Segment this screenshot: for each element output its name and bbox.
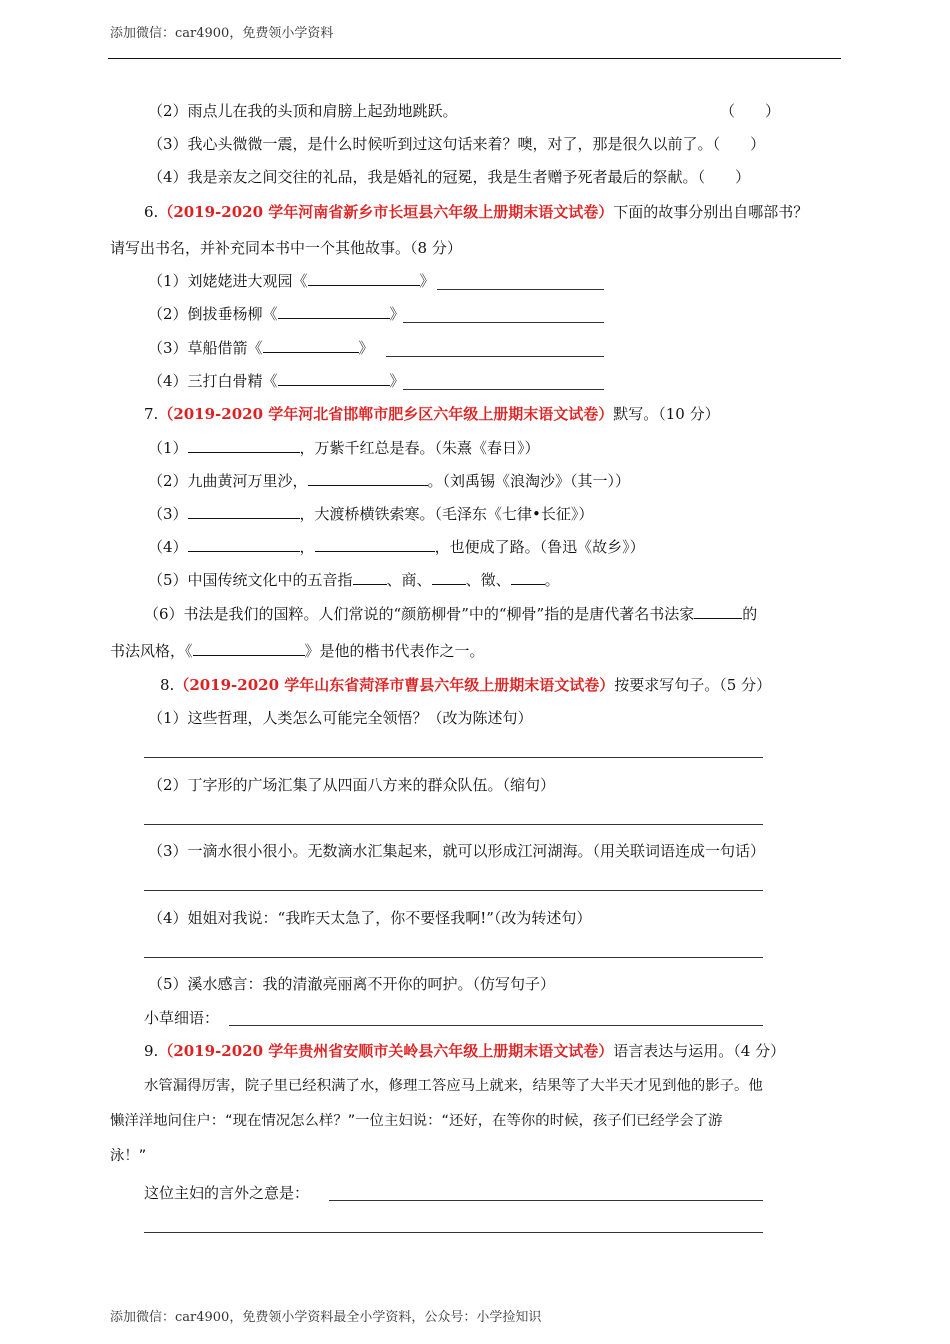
q6-item-4-story-blank[interactable] bbox=[403, 389, 604, 390]
q7-item-5-blank-b[interactable] bbox=[432, 570, 466, 585]
q7-item-6 bbox=[144, 604, 757, 624]
q7-item-4-label: （4） bbox=[148, 538, 188, 556]
q8-number: 8. bbox=[160, 676, 175, 694]
q8-source: （2019-2020 学年山东省菏泽市曹县六年级上册期末语文试卷） bbox=[174, 676, 615, 694]
q7-item-6-line2 bbox=[110, 641, 485, 661]
q5-item-2-paren: （ ） bbox=[720, 102, 781, 120]
q7-item-5-zhi: 、徵、 bbox=[465, 571, 511, 589]
q6-item-1-book-blank[interactable] bbox=[308, 271, 420, 286]
q6-item-2-story-blank[interactable] bbox=[403, 322, 604, 323]
q7-item-5-text: （5）中国传统文化中的五音指 bbox=[148, 571, 353, 589]
q8-item-5-answer-line[interactable] bbox=[229, 1025, 763, 1026]
q6-item-1 bbox=[148, 271, 435, 291]
q7-item-6-line2-end: 》是他的楷书代表作之一。 bbox=[304, 642, 485, 660]
q5-item-2-text: （2）雨点儿在我的头顶和肩膀上起劲地跳跃。 bbox=[148, 102, 458, 120]
q7-item-2-blank[interactable] bbox=[308, 471, 428, 486]
q6-item-1-label: （1）刘姥姥进大观园《 bbox=[148, 272, 308, 290]
q7-item-4-text: ，也便成了路。（鲁迅《故乡》） bbox=[434, 538, 645, 556]
q6-number: 6. bbox=[144, 203, 159, 221]
q8-stem: 按要求写句子。（5 分） bbox=[614, 676, 772, 694]
q7-item-5-shang: 、商、 bbox=[386, 571, 432, 589]
q6-stem-line2: 请写出书名，并补充同本书中一个其他故事。（8 分） bbox=[110, 239, 462, 257]
q7-item-6-blank[interactable] bbox=[694, 604, 742, 619]
q9-number: 9. bbox=[144, 1042, 159, 1060]
q8-heading bbox=[160, 675, 771, 695]
q6-item-2 bbox=[148, 304, 405, 324]
q7-item-6-end: 的 bbox=[742, 605, 758, 623]
q6-item-2-book-blank[interactable] bbox=[278, 304, 390, 319]
q7-item-4-blank-b[interactable] bbox=[315, 537, 435, 552]
q6-item-4-book-blank[interactable] bbox=[278, 371, 390, 386]
q6-item-1-close: 》 bbox=[419, 272, 435, 290]
q8-item-3-answer-line[interactable] bbox=[144, 890, 763, 891]
page-header: 添加微信：car4900，免费领小学资料 bbox=[110, 26, 334, 41]
q6-item-1-story-blank[interactable] bbox=[437, 289, 604, 290]
q5-item-4 bbox=[148, 167, 750, 187]
q8-item-2-answer-line[interactable] bbox=[144, 824, 763, 825]
q7-source: （2019-2020 学年河北省邯郸市肥乡区六年级上册期末语文试卷） bbox=[158, 405, 614, 423]
q6-item-2-label: （2）倒拔垂杨柳《 bbox=[148, 305, 278, 323]
q8-item-4: （4）姐姐对我说：“我昨天太急了，你不要怪我啊!”（改为转述句） bbox=[148, 909, 592, 927]
q8-grass-label: 小草细语： bbox=[144, 1009, 220, 1027]
q8-item-5: （5）溪水感言：我的清澈亮丽离不开你的呵护。（仿写句子） bbox=[148, 975, 556, 993]
q7-item-3-text: ，大渡桥横铁索寒。（毛泽东《七律•长征》） bbox=[299, 505, 594, 523]
q7-number: 7. bbox=[144, 405, 159, 423]
q7-item-1 bbox=[148, 438, 540, 458]
q5-item-2 bbox=[148, 101, 458, 121]
q9-heading bbox=[144, 1041, 785, 1061]
q9-stem: 语言表达与运用。（4 分） bbox=[613, 1042, 786, 1060]
q7-heading bbox=[144, 404, 720, 424]
q9-answer-line-2[interactable] bbox=[144, 1232, 763, 1233]
q7-item-3-label: （3） bbox=[148, 505, 188, 523]
q6-item-3-story-blank[interactable] bbox=[386, 356, 604, 357]
q6-item-2-close: 》 bbox=[389, 305, 405, 323]
q6-heading bbox=[144, 202, 808, 222]
q7-item-1-text: ，万紫千红总是春。（朱熹《春日》） bbox=[299, 439, 540, 457]
q6-stem: 下面的故事分别出自哪部书？ bbox=[613, 203, 809, 221]
q7-item-3-blank[interactable] bbox=[188, 504, 300, 519]
q7-item-4 bbox=[148, 537, 645, 557]
q8-item-4-answer-line[interactable] bbox=[144, 957, 763, 958]
q7-item-1-label: （1） bbox=[148, 439, 188, 457]
q6-item-3-book-blank[interactable] bbox=[263, 338, 359, 353]
q9-source: （2019-2020 学年贵州省安顺市关岭县六年级上册期末语文试卷） bbox=[158, 1042, 614, 1060]
page-footer: 添加微信：car4900，免费领小学资料最全小学资料，公众号：小学捡知识 bbox=[110, 1310, 542, 1325]
q5-item-4-text: （4）我是亲友之间交往的礼品，我是婚礼的冠冕，我是生者赠予死者最后的祭献。 bbox=[148, 168, 698, 186]
q8-item-1: （1）这些哲理，人类怎么可能完全领悟？（改为陈述句） bbox=[148, 709, 533, 727]
q7-item-4-blank-a[interactable] bbox=[188, 537, 300, 552]
q5-item-4-paren: （ ） bbox=[697, 168, 751, 186]
q8-item-1-answer-line[interactable] bbox=[144, 757, 763, 758]
q7-item-2 bbox=[148, 471, 630, 491]
q6-item-4-label: （4）三打白骨精《 bbox=[148, 372, 278, 390]
q7-item-1-blank[interactable] bbox=[188, 438, 300, 453]
q9-answer-line-1[interactable] bbox=[329, 1200, 763, 1201]
q6-item-3-label: （3）草船借箭《 bbox=[148, 339, 263, 357]
q9-passage-line2: 懒洋洋地问住户：“现在情况怎么样？”一位主妇说：“还好，在等你的时候，孩子们已经学会了游 bbox=[110, 1113, 723, 1129]
q5-item-3 bbox=[148, 134, 765, 154]
q9-passage-line1: 水管漏得厉害，院子里已经积满了水，修理工答应马上就来，结果等了大半天才见到他的影子。他 bbox=[144, 1078, 763, 1094]
q6-item-4 bbox=[148, 371, 405, 391]
q7-item-5-end: 。 bbox=[544, 571, 560, 589]
q5-item-3-paren: （ ） bbox=[712, 135, 766, 153]
q9-question: 这位主妇的言外之意是： bbox=[144, 1184, 310, 1202]
q7-item-5 bbox=[148, 570, 560, 590]
q7-stem: 默写。（10 分） bbox=[613, 405, 720, 423]
q6-source: （2019-2020 学年河南省新乡市长垣县六年级上册期末语文试卷） bbox=[158, 203, 614, 221]
q8-item-3: （3）一滴水很小很小。无数滴水汇集起来，就可以形成江河湖海。（用关联词语连成一句话） bbox=[148, 842, 766, 860]
q6-item-3 bbox=[148, 338, 374, 358]
q8-item-2: （2）丁字形的广场汇集了从四面八方来的群众队伍。（缩句） bbox=[148, 776, 556, 794]
q7-item-4-comma: ， bbox=[299, 538, 315, 556]
q7-item-6-work-blank[interactable] bbox=[193, 641, 305, 656]
q6-item-4-close: 》 bbox=[389, 372, 405, 390]
q6-item-3-close: 》 bbox=[358, 339, 374, 357]
header-rule bbox=[108, 58, 841, 59]
q7-item-2-text: （2）九曲黄河万里沙， bbox=[148, 472, 308, 490]
q7-item-6-line2-text: 书法风格，《 bbox=[110, 642, 193, 660]
q9-passage-line3: 泳！” bbox=[110, 1148, 147, 1164]
q5-item-3-text: （3）我心头微微一震，是什么时候听到过这句话来着？噢，对了，那是很久以前了。 bbox=[148, 135, 713, 153]
q7-item-5-blank-c[interactable] bbox=[511, 570, 545, 585]
q7-item-3 bbox=[148, 504, 593, 524]
q7-item-2-source: 。（刘禹锡《浪淘沙》（其一）） bbox=[427, 472, 631, 490]
q7-item-6-text: （6）书法是我们的国粹。人们常说的“颜筋柳骨”中的“柳骨”指的是唐代著名书法家 bbox=[144, 605, 695, 623]
q7-item-5-blank-a[interactable] bbox=[353, 570, 387, 585]
